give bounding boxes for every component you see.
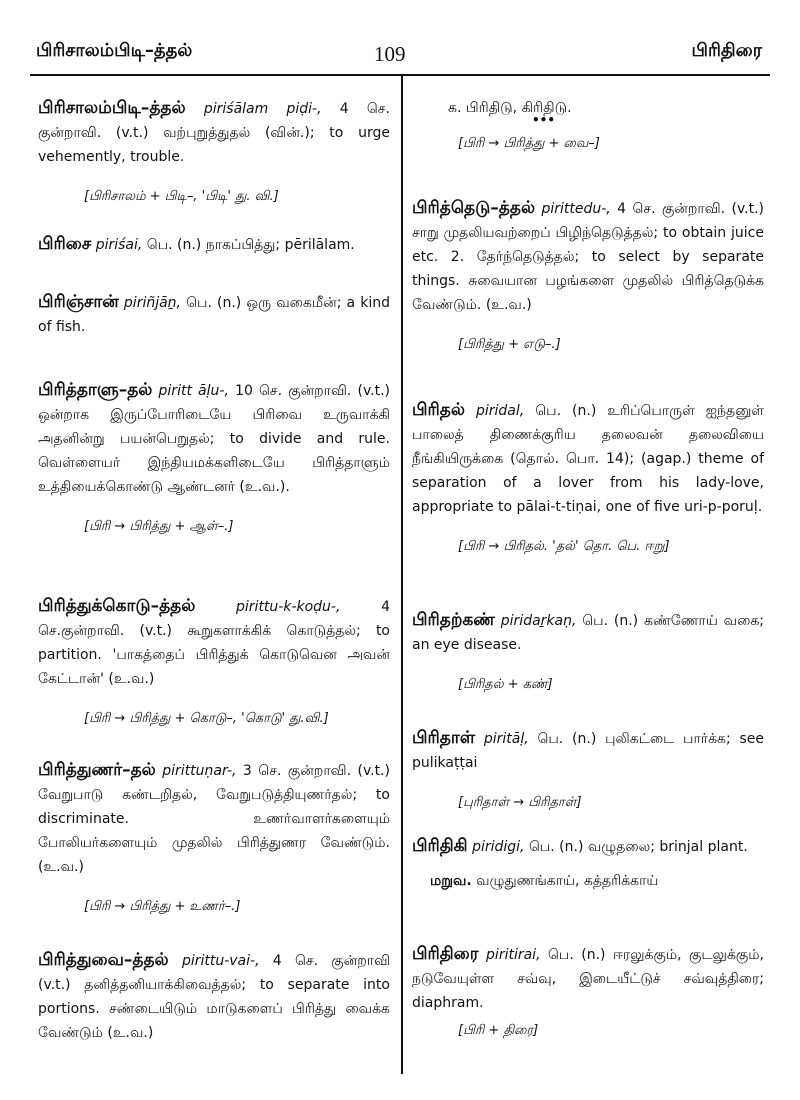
header-right-guide-word: பிரிதிரை [691,40,762,61]
entry-transliteration: piridaṟkaṇ, [500,613,577,629]
dictionary-entry [412,942,764,1043]
entry-headword: பிரிதாள் [412,728,476,748]
dictionary-entry [38,96,390,209]
entry-definition: பெ. (n.) வழுதலை; brinjal plant. [524,839,748,855]
dictionary-entry [412,608,764,697]
entry-etymology: [பிரி → பிரித்து + உணர்–.] [84,899,241,914]
entry-transliteration: piriśai, [95,237,143,253]
dictionary-entry [412,726,764,815]
entry-etymology: [பிரிதல் + கண்] [458,677,553,692]
dictionary-entry [412,398,764,559]
entry-etymology: [பிரி → பிரித்து + கொடு–, 'கொடு' து.வி.] [84,711,329,726]
entry-etymology: [பிரி + திரை] [458,1023,539,1038]
entry-definition: 4 செ. குன்றாவி. (v.t.) வற்புறுத்துதல் (வின்.); to urge vehemently, trouble. [38,101,391,165]
entry-definition: 3 செ. குன்றாவி. (v.t.) வேறுபாடு கண்டறிதல், வேறுபடுத்தியுணர்தல்; to discriminate. உணர்வாளர்களையும் போலியர்களையும் முதலில் பிரித்துணர வேண்டும். (உ.வ.) [38,763,390,875]
header-rule [30,74,770,76]
entry-headword: பிரிதிரை [412,944,479,964]
entry-definition: பெ. (n.) ஒரு வகைமீன்; a kind of fish. [38,295,390,335]
page-number: 109 [374,42,406,66]
dictionary-entry [38,232,390,257]
dictionary-entry [38,758,390,919]
entry-etymology: [பிரி → பிரித்து + வை–] [458,136,600,151]
entry-transliteration: piridigi, [472,839,525,855]
entry-definition: பெ. (n.) நாகப்பித்து; pērilālam. [142,237,355,253]
entry-definition: 4 செ. குன்றாவி (v.t.) தனித்தனியாக்கிவைத்தல்; to separate into portions. சண்டையிடும் மாடுகளைப் பிரித்து வைக்க வேண்டும் (உ.வ.) [38,953,390,1041]
entry-headword: பிரிதல் [412,400,465,420]
entry-etymology: [பிரித்து + எடு–.] [458,337,561,352]
entry-transliteration: pirittedu-, [541,201,611,217]
cognate-line: க. பிரிதிடு, கிரிதிடு. [448,100,572,116]
entry-transliteration: pirittuṇar-, [162,763,237,779]
entry-etymology: [பிரி → பிரிதல். 'தல்' தொ. பெ. ஈறு] [458,539,670,554]
synonyms-text: வழுதுணங்காய், கத்தரிக்காய் [471,873,659,889]
dictionary-entry [412,196,764,357]
entry-transliteration: piridal, [475,403,525,419]
synonyms-line [412,869,764,893]
entry-definition: 10 செ. குன்றாவி. (v.t.) ஒன்றாக இருப்போரிடையே பிரிவை உருவாக்கி அதனின்று பயன்பெறுதல்; to divide and rule. வெள்ளையர் இந்தியமக்களிடையே பிரித்தாளும் உத்தியைக்கொண்டு ஆண்டனர் (உ.வ.). [38,383,390,495]
dictionary-entry [412,834,764,893]
dictionary-entry [38,594,390,731]
entry-etymology: [பிரி → பிரித்து + ஆள்–.] [84,519,234,534]
entry-headword: பிரித்துக்கொடு–த்தல் [38,596,196,616]
entry-definition: பெ. (n.) புலிகட்டை பார்க்க; see pulikaṭṭai [412,731,765,771]
synonyms-label: மறுவ. [430,873,472,889]
entry-etymology: [புரிதாள் → பிரிதாள்] [458,795,582,810]
entry-headword: பிரித்துவை–த்தல் [38,950,169,970]
entry-definition: 4 செ.குன்றாவி. (v.t.) கூறுகளாக்கிக் கொடுத்தல்; to partition. 'பாகத்தைப் பிரித்துக் கொடுவென அவன் கேட்டான்' (உ.வ.) [38,599,390,687]
entry-transliteration: piriśālam piḍi-, [203,101,322,117]
ornament-dots: ••• [532,113,556,127]
header-left-guide-word: பிரிசாலம்பிடி–த்தல் [36,40,193,61]
page-header [0,40,800,74]
entry-definition: பெ. (n.) கண்ணோய் வகை; an eye disease. [412,613,764,653]
entry-transliteration: piritāḷ, [483,731,529,747]
column-divider [401,74,403,1074]
entry-headword: பிரித்துணர்–தல் [38,760,156,780]
entry-definition: பெ. (n.) ஈரலுக்கும், குடலுக்கும், நடுவேயுள்ள சவ்வு, இடையீட்டுச் சவ்வுத்திரை; diaphram. [412,947,765,1011]
dictionary-entry [38,948,390,1045]
entry-transliteration: pirittu-vai-, [181,953,260,969]
entry-headword: பிரிதிகி [412,836,468,856]
entry-transliteration: pirittu-k-koḍu-, [236,599,341,615]
dictionary-entry [38,290,390,339]
entry-transliteration: piriñjāṉ, [123,295,182,311]
entry-headword: பிரிதற்கண் [412,610,495,630]
entry-headword: பிரிசை [38,234,92,254]
entry-transliteration: piritirai, [486,947,541,963]
entry-headword: பிரித்தெடு–த்தல் [412,198,536,218]
entry-headword: பிரிசாலம்பிடி–த்தல் [38,98,186,118]
entry-definition: பெ. (n.) உரிப்பொருள் ஐந்தனுள் பாலைத் திணைக்குரிய தலைவன் தலைவியை நீங்கியிருக்கை (தொல். பொ. 14); (agap.) theme of separation of a lover from his lady-love, appropriate to pālai-t-tiṇai, one of five uri-p-poruḷ. [412,403,765,515]
entry-headword: பிரித்தாளு–தல் [38,380,153,400]
entry-headword: பிரிஞ்சான் [38,292,119,312]
entry-etymology: [பிரிசாலம் + பிடி–, 'பிடி' து. வி.] [84,189,279,204]
continued-entry [412,96,764,152]
entry-definition: 4 செ. குன்றாவி. (v.t.) சாறு முதலியவற்றைப் பிழிந்தெடுத்தல்; to obtain juice etc. 2. தேர்ந்தெடுத்தல்; to select by separate things. சுவையான பழங்களை முதலில் பிரித்தெடுக்க வேண்டும். (உ.வ.) [412,201,765,313]
entry-transliteration: piritt āḷu-, [158,383,229,399]
dictionary-entry [38,378,390,539]
